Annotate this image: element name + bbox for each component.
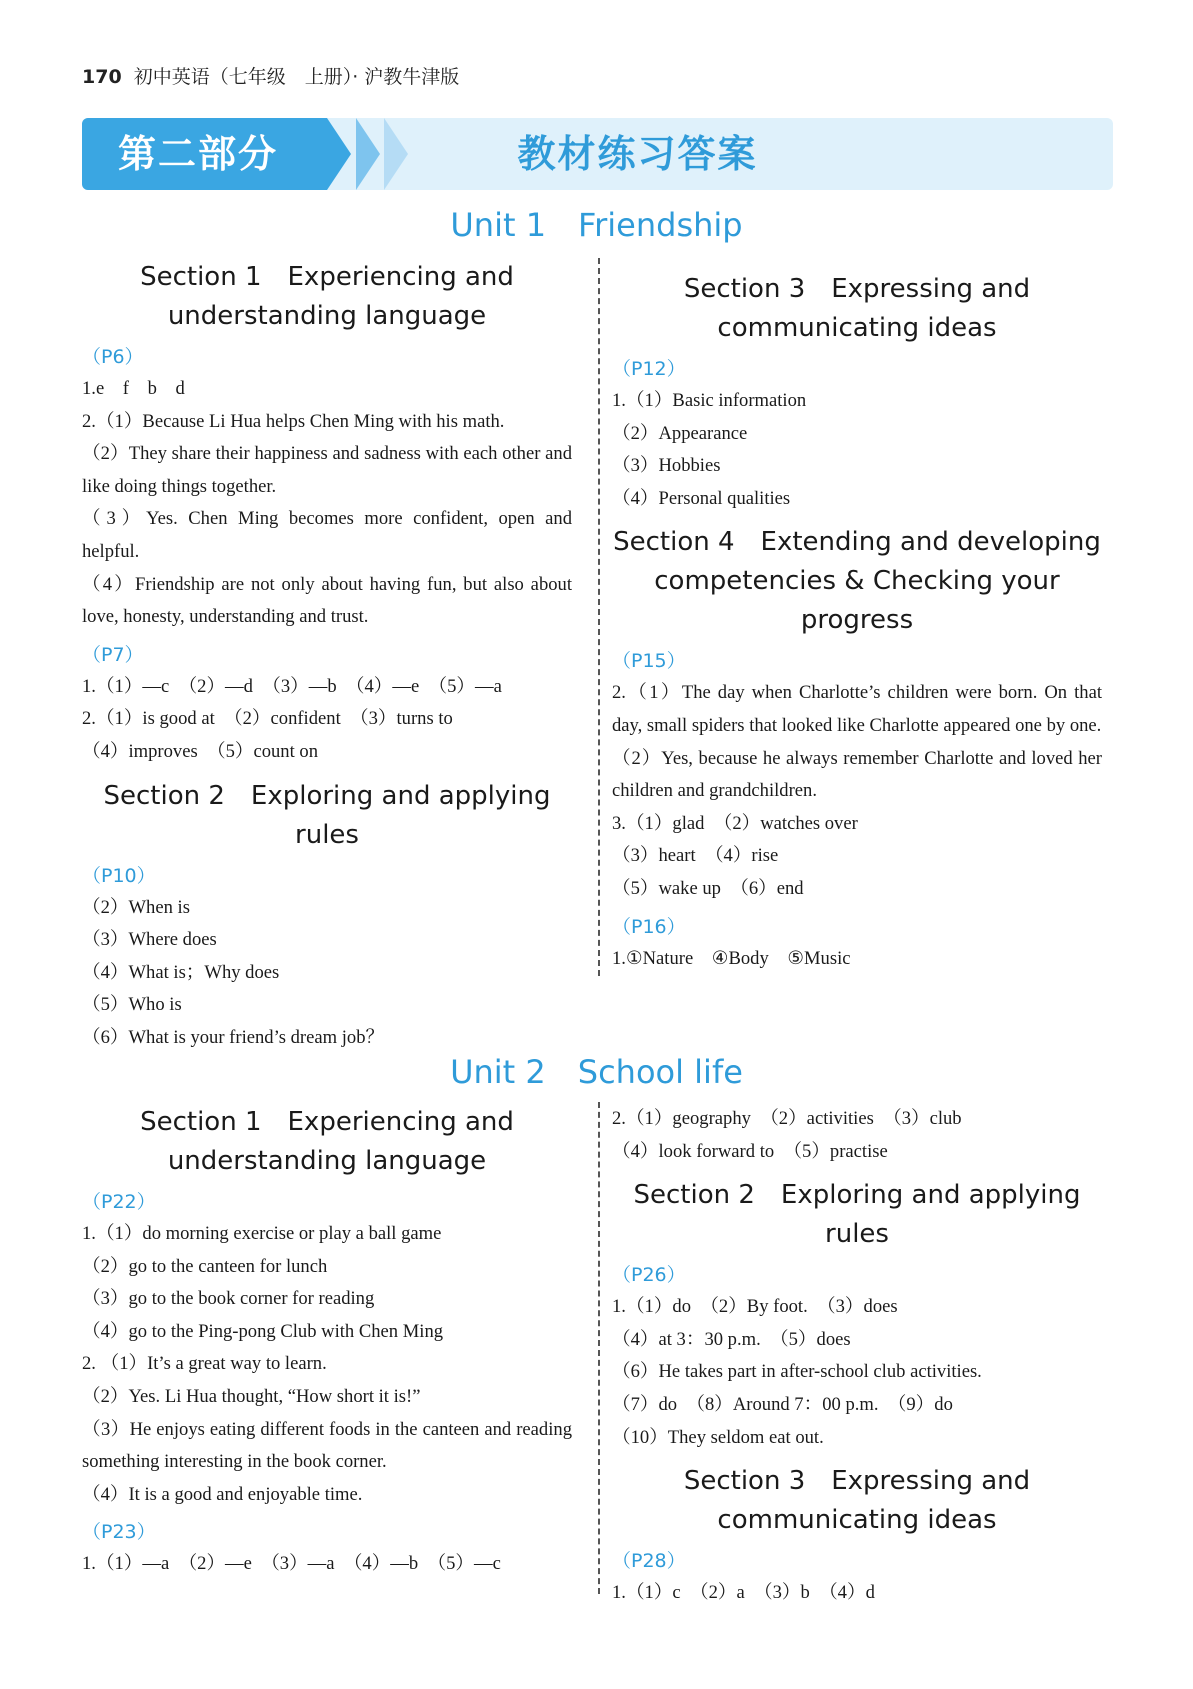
page-reference: （P22） (82, 1191, 156, 1213)
page-reference: （P26） (612, 1264, 686, 1287)
page-reference: （P10） (82, 864, 156, 887)
page-reference: （P23） (82, 1521, 156, 1544)
unit-1-left-column (82, 258, 572, 1055)
answer-line: （2）Yes, because he always remember Charlotte and loved her children and grandchildren. (612, 747, 1102, 802)
column-divider (598, 258, 600, 976)
answer-line: 1.e f b d (82, 378, 185, 399)
answer-line: （4）at 3：30 p.m. （5）does (612, 1328, 851, 1350)
section-heading: Section 1 Experiencing and understanding language (140, 1107, 514, 1176)
answer-line: 1.（1）—a （2）—e （3）—a （4）—b （5）—c (82, 1553, 501, 1575)
part-banner (82, 118, 1113, 190)
answer-line: 1.（1）Basic information (612, 390, 807, 411)
answer-line: 2.（1）geography （2）activities （3）club (612, 1108, 962, 1129)
book-title: 初中英语（七年级 上册）· 沪教牛津版 (133, 66, 460, 88)
answer-line: （6）What is your friend’s dream job？ (82, 1026, 385, 1048)
chevron-icon (356, 118, 380, 190)
answer-line: （3）Where does (82, 929, 217, 951)
answer-line: （4）What is；Why does (82, 961, 280, 983)
section-heading: Section 4 Extending and developing competencies & Checking your progress (613, 527, 1101, 636)
banner-title: 教材练习答案 (517, 132, 758, 176)
answer-line: （5）Who is (82, 994, 182, 1016)
answer-line: 2. （1）It’s a great way to learn. (82, 1353, 327, 1375)
answer-line: （4）look forward to （5）practise (612, 1140, 888, 1162)
spacer (612, 515, 1102, 523)
part-label: 第二部分 (82, 118, 327, 190)
answer-line: （2）Yes. Li Hua thought, “How short it is!” (82, 1385, 421, 1407)
page-reference: （P16） (612, 915, 686, 938)
answer-line: （2）When is (82, 896, 190, 918)
answer-line: （2）Appearance (612, 422, 748, 444)
answer-line: 1.①Nature ④Body ⑤Music (612, 947, 851, 969)
answer-line: 2.（1）is good at （2）confident （3）turns to (82, 708, 453, 730)
answer-line: （6）He takes part in after-school club activities. (612, 1361, 982, 1383)
unit-1-right-column (612, 270, 1102, 975)
page-reference: （P28） (612, 1550, 686, 1573)
section-heading: Section 1 Experiencing and understanding language (140, 262, 514, 331)
section-heading: Section 3 Expressing and communicating ideas (683, 274, 1031, 343)
answer-line: （4）Friendship are not only about having fun, but also about love, honesty, understanding and trust. (82, 573, 572, 628)
answer-line: （4）Personal qualities (612, 487, 791, 509)
page-number: 170 (82, 66, 122, 88)
spacer (612, 1168, 1102, 1176)
section-heading: Section 2 Exploring and applying rules (103, 780, 559, 850)
answer-line: 1.（1）c （2）a （3）b （4）d (612, 1582, 875, 1604)
answer-line: （7）do （8）Around 7：00 p.m. （9）do (612, 1393, 953, 1415)
answer-line: 2.（1）Because Li Hua helps Chen Ming with his math. (82, 410, 505, 432)
page-reference: （P6） (82, 346, 144, 368)
answer-line: 3.（1）glad （2）watches over (612, 812, 858, 834)
answer-line: （3）Yes. Chen Ming becomes more confident, open and helpful. (82, 508, 572, 562)
answer-line: （4）go to the Ping-pong Club with Chen Ming (82, 1320, 444, 1342)
unit-title: Unit 1 Friendship (450, 206, 743, 244)
unit-2-left-column (82, 1103, 572, 1581)
page-reference: （P12） (612, 358, 686, 380)
chevron-icon (327, 118, 351, 190)
answer-line: （3）go to the book corner for reading (82, 1288, 375, 1310)
section-heading: Section 2 Exploring and applying rules (633, 1180, 1089, 1250)
answer-line: （3）He enjoys eating different foods in the canteen and reading something interesting in the book corner. (82, 1418, 572, 1473)
page-reference: （P15） (612, 650, 686, 673)
spacer (82, 769, 572, 777)
spacer (612, 1454, 1102, 1462)
answer-line: （2）go to the canteen for lunch (82, 1255, 328, 1277)
unit-2-right-column (612, 1103, 1102, 1610)
answer-line: （3）Hobbies (612, 455, 721, 477)
answer-line: （2）They share their happiness and sadness with each other and like doing things together. (82, 443, 572, 497)
column-divider (598, 1102, 600, 1594)
answer-line: （4）It is a good and enjoyable time. (82, 1483, 363, 1505)
answer-line: 1.（1）do morning exercise or play a ball game (82, 1223, 442, 1244)
answer-line: （5）wake up （6）end (612, 877, 804, 899)
chevron-icon (384, 118, 408, 190)
answer-line: 1.（1）—c （2）—d （3）—b （4）—e （5）—a (82, 675, 502, 697)
answer-line: （3）heart （4）rise (612, 845, 779, 867)
answer-line: （10）They seldom eat out. (612, 1426, 824, 1448)
answer-line: 1.（1）do （2）By foot. （3）does (612, 1296, 898, 1318)
unit-title: Unit 2 School life (450, 1053, 743, 1091)
answer-line: 2.（1）The day when Charlotte’s children were born. On that day, small spiders that looked like Charlotte appeared one by one. (612, 682, 1102, 736)
page-reference: （P7） (82, 643, 144, 666)
answer-line: （4）improves （5）count on (82, 740, 319, 762)
section-heading: Section 3 Expressing and communicating ideas (683, 1466, 1031, 1536)
running-header (82, 62, 459, 89)
